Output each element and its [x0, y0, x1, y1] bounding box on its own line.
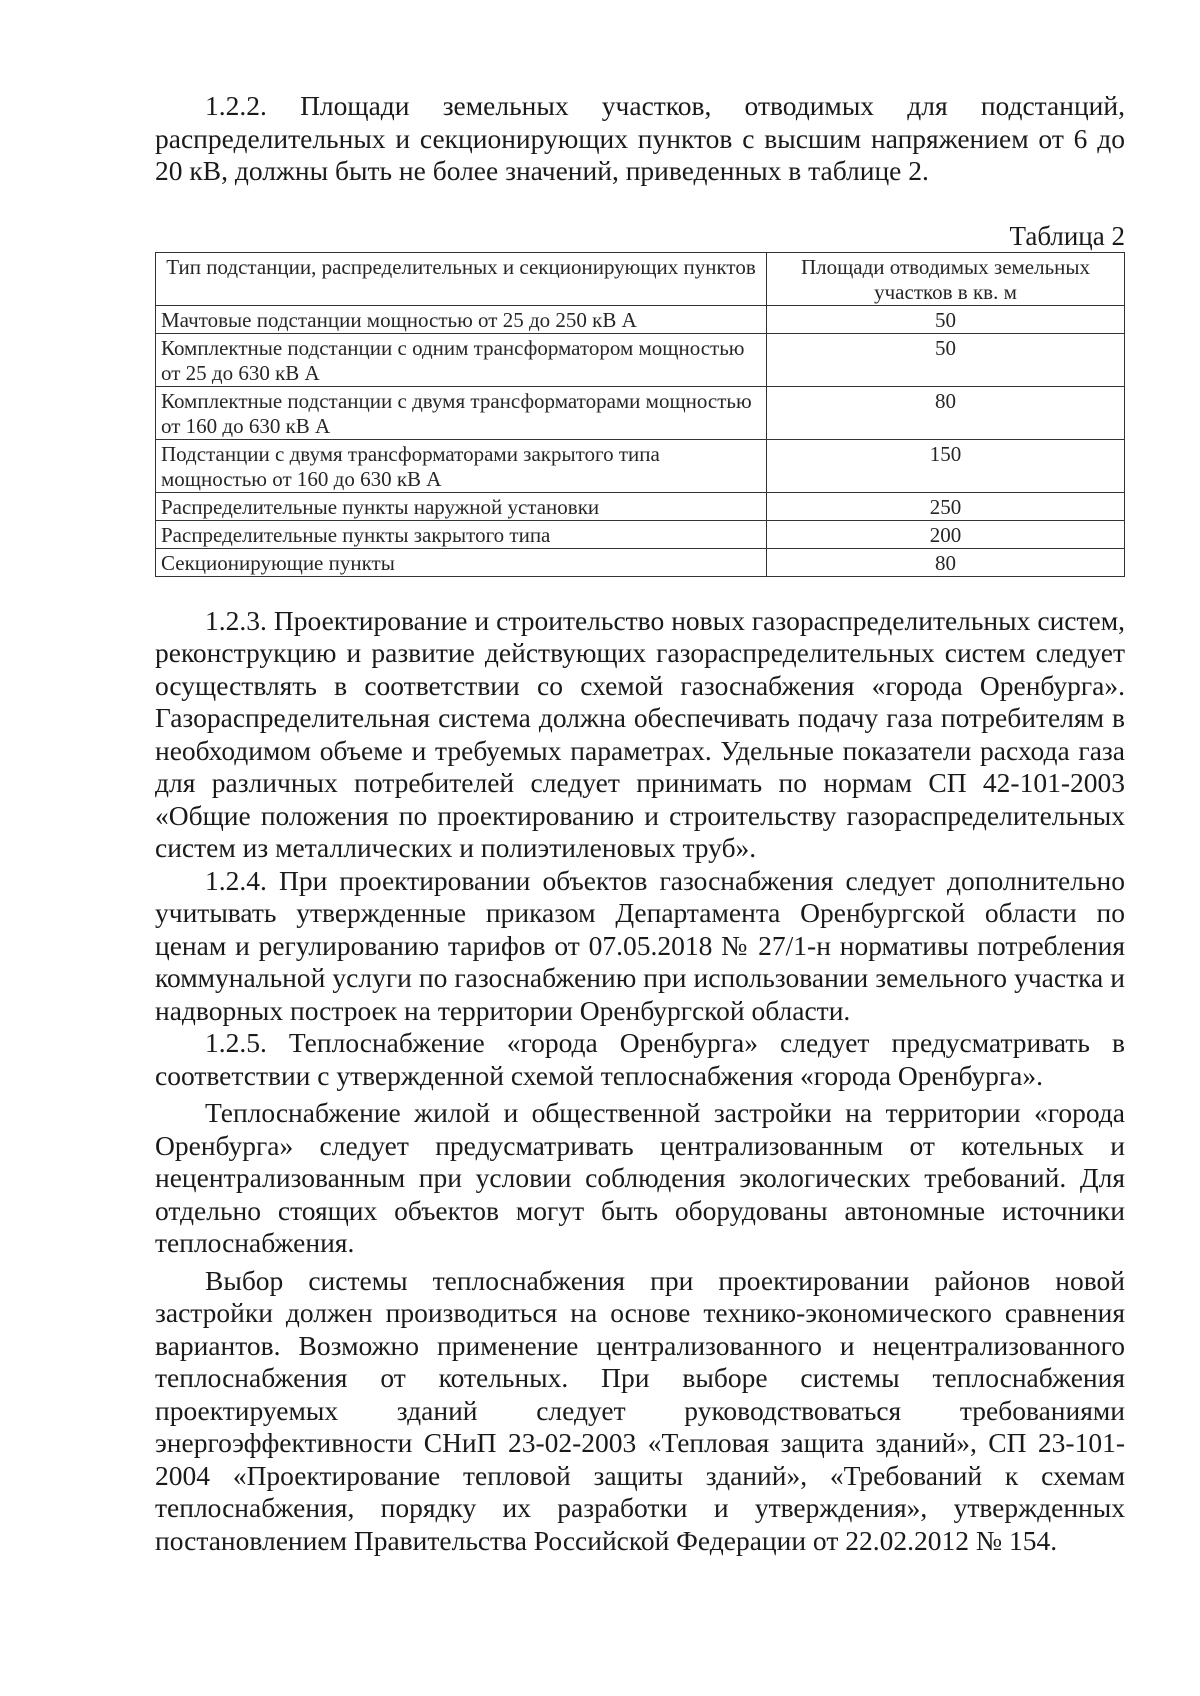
paragraph-1-2-5: 1.2.5. Теплоснабжение «города Оренбурга» следует предусматривать в соответствии с утвержденной схемой теплоснабжения «города Оренбурга». — [155, 1027, 1125, 1091]
table-row — [156, 548, 1125, 576]
table-row — [156, 439, 1125, 492]
spacer — [155, 577, 1125, 605]
paragraph-heat-system-choice: Выбор системы теплоснабжения при проектировании районов новой застройки должен производиться на основе технико-экономического сравнения вариантов. Возможно применение централизованного и нецентрализованного теплоснабжения от котельных. При выборе системы теплоснабжения проектируемых зданий следует руководствоваться требованиями энергоэффективности СНиП 23-02-2003 «Тепловая защита зданий», СП 23-101-2004 «Проектирование тепловой защиты зданий», «Требований к схемам теплоснабжения, порядку их разработки и утверждения», утвержденных постановлением Правительства Российской Федерации от 22.02.2012 № 154. — [155, 1264, 1125, 1556]
table-cell-type: Подстанции с двумя трансформаторами закрытого типа мощностью от 160 до 630 кВ А — [156, 439, 767, 492]
table-cell-area: 80 — [767, 386, 1125, 439]
table-row — [156, 386, 1125, 439]
table-caption: Таблица 2 — [1009, 220, 1125, 251]
table-row — [156, 520, 1125, 548]
table-2 — [155, 252, 1125, 577]
table-cell-area: 50 — [767, 333, 1125, 386]
table-cell-type: Мачтовые подстанции мощностью от 25 до 250 кВ А — [156, 305, 767, 333]
table-cell-area: 80 — [767, 548, 1125, 576]
table-header-row — [156, 252, 1125, 305]
page-content — [155, 90, 1125, 1557]
table-header-area: Площади отводимых земельных участков в кв. м — [767, 252, 1125, 305]
table-header-type: Тип подстанции, распределительных и секционирующих пунктов — [156, 252, 767, 305]
table-cell-area: 200 — [767, 520, 1125, 548]
table-cell-type: Комплектные подстанции с двумя трансформаторами мощностью от 160 до 630 кВ А — [156, 386, 767, 439]
paragraph-1-2-2: 1.2.2. Площади земельных участков, отводимых для подстанций, распределительных и секционирующих пунктов с высшим напряжением от 6 до 20 кВ, должны быть не более значений, приведенных в таблице 2. — [155, 90, 1125, 186]
table-cell-type: Распределительные пункты закрытого типа — [156, 520, 767, 548]
table-row — [156, 333, 1125, 386]
table-row — [156, 305, 1125, 333]
paragraph-1-2-3: 1.2.3. Проектирование и строительство новых газораспределительных систем, реконструкцию и развитие действующих газораспределительных систем следует осуществлять в соответствии со схемой газоснабжения «города Оренбурга». Газораспределительная система должна обеспечивать подачу газа потребителям в необходимом объеме и требуемых параметрах. Удельные показатели расхода газа для различных потребителей следует принимать по нормам СП 42-101-2003 «Общие положения по проектированию и строительству газораспределительных систем из металлических и полиэтиленовых труб». — [155, 604, 1125, 863]
table-cell-area: 50 — [767, 305, 1125, 333]
table-cell-type: Секционирующие пункты — [156, 548, 767, 576]
table-cell-area: 150 — [767, 439, 1125, 492]
paragraph-1-2-4: 1.2.4. При проектировании объектов газоснабжения следует дополнительно учитывать утвержденные приказом Департамента Оренбургской области по ценам и регулированию тарифов от 07.05.2018 № 27/1-н нормативы потребления коммунальной услуги по газоснабжению при использовании земельного участка и надворных построек на территории Оренбургской области. — [155, 864, 1125, 1026]
table-cell-type: Распределительные пункты наружной установки — [156, 492, 767, 520]
paragraph-heat-supply: Теплоснабжение жилой и общественной застройки на территории «города Оренбурга» следует предусматривать централизованным от котельных и нецентрализованным при условии соблюдения экологических требований. Для отдельно стоящих объектов могут быть оборудованы автономные источники теплоснабжения. — [155, 1097, 1125, 1258]
table-cell-area: 250 — [767, 492, 1125, 520]
table-row — [156, 492, 1125, 520]
table-cell-type: Комплектные подстанции с одним трансформатором мощностью от 25 до 630 кВ А — [156, 333, 767, 386]
